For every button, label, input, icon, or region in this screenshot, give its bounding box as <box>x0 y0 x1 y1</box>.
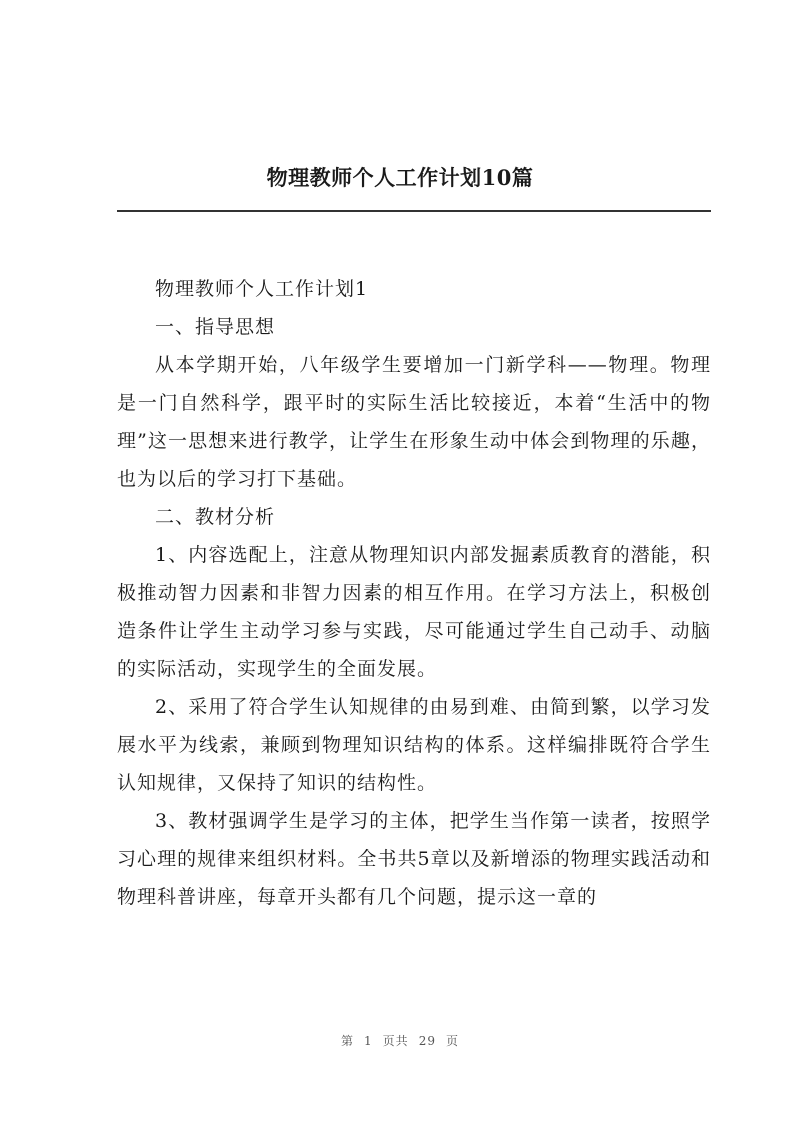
paragraph: 从本学期开始，八年级学生要增加一门新学科——物理。物理是一门自然科学，跟平时的实际生活比较接近，本着“生活中的物理”这一思想来进行教学，让学生在形象生动中体会到物理的乐趣，也为以后的学习打下基础。 <box>117 354 711 490</box>
paragraph: 1、内容选配上，注意从物理知识内部发掘素质教育的潜能，积极推动智力因素和非智力因素的相互作用。在学习方法上，积极创造条件让学生主动学习参与实践，尽可能通过学生自己动手、动脑的实际活动，实现学生的全面发展。 <box>117 544 711 680</box>
footer-suffix: 页 <box>445 1034 459 1048</box>
section-title: 物理教师个人工作计划1 <box>155 278 369 300</box>
heading-guiding-ideology: 一、指导思想 <box>155 316 276 338</box>
page-footer <box>0 1032 800 1049</box>
paragraph: 3、教材强调学生是学习的主体，把学生当作第一读者，按照学习心理的规律来组织材料。全书共5章以及新增添的物理实践活动和物理科普讲座，每章开头都有几个问题，提示这一章的 <box>117 810 711 908</box>
title-divider <box>117 210 711 212</box>
heading-textbook-analysis: 二、教材分析 <box>155 506 276 528</box>
footer-prefix: 第 <box>341 1034 355 1048</box>
footer-middle: 页共 <box>382 1034 409 1048</box>
paragraph: 2、采用了符合学生认知规律的由易到难、由简到繁，以学习发展水平为线索，兼顾到物理知识结构的体系。这样编排既符合学生认知规律，又保持了知识的结构性。 <box>117 696 711 794</box>
page-total: 29 <box>418 1034 436 1048</box>
document-title: 物理教师个人工作计划10篇 <box>266 165 534 190</box>
page-number: 1 <box>364 1034 373 1048</box>
document-body <box>117 270 711 916</box>
